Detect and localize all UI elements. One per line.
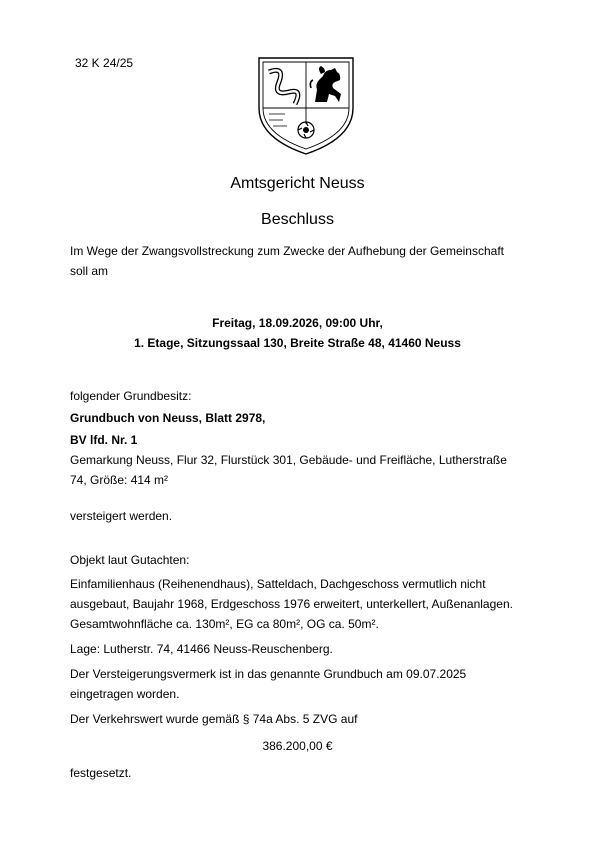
land-register-title: Grundbuch von Neuss, Blatt 2978,: [70, 411, 266, 425]
market-value-amount: 386.200,00 €: [262, 739, 333, 753]
registration-line-1: Der Versteigerungsvermerk ist in das genannte Grundbuch am 09.07.2025: [70, 667, 467, 681]
case-number: 32 K 24/25: [75, 56, 134, 70]
market-value-text: Der Verkehrswert wurde gemäß § 74a Abs. 5 ZVG auf: [70, 712, 358, 726]
appointment-date: Freitag, 18.09.2026, 09:00 Uhr,: [212, 316, 383, 330]
auction-text: versteigert werden.: [70, 509, 173, 523]
market-value-closing: festgesetzt.: [70, 766, 132, 780]
valuation-location: Lage: Lutherstr. 74, 41466 Neuss-Reuschenberg.: [70, 642, 333, 656]
land-register-entry: BV lfd. Nr. 1: [70, 433, 138, 447]
appointment-location: 1. Etage, Sitzungssaal 130, Breite Straße 48, 41460 Neuss: [134, 336, 461, 350]
land-register-desc-2: 74, Größe: 414 m²: [70, 473, 169, 487]
nrw-coat-of-arms-icon: [255, 54, 357, 156]
document-type: Beschluss: [261, 211, 334, 228]
valuation-desc-1: Einfamilienhaus (Reihenendhaus), Satteldach, Dachgeschoss vermutlich nicht: [70, 577, 486, 591]
intro-line-2: soll am: [70, 264, 109, 278]
property-intro: folgender Grundbesitz:: [70, 389, 192, 403]
court-name: Amtsgericht Neuss: [230, 175, 365, 192]
registration-line-2: eingetragen worden.: [70, 687, 180, 701]
valuation-heading: Objekt laut Gutachten:: [70, 553, 190, 567]
land-register-desc-1: Gemarkung Neuss, Flur 32, Flurstück 301, Gebäude- und Freifläche, Lutherstraße: [70, 453, 507, 467]
valuation-desc-3: Gesamtwohnfläche ca. 130m², EG ca 80m², OG ca. 50m².: [70, 617, 379, 631]
valuation-desc-2: ausgebaut, Baujahr 1968, Erdgeschoss 1976 erweitert, unterkellert, Außenanlagen.: [70, 597, 513, 611]
intro-line-1: Im Wege der Zwangsvollstreckung zum Zwecke der Aufhebung der Gemeinschaft: [70, 244, 504, 258]
